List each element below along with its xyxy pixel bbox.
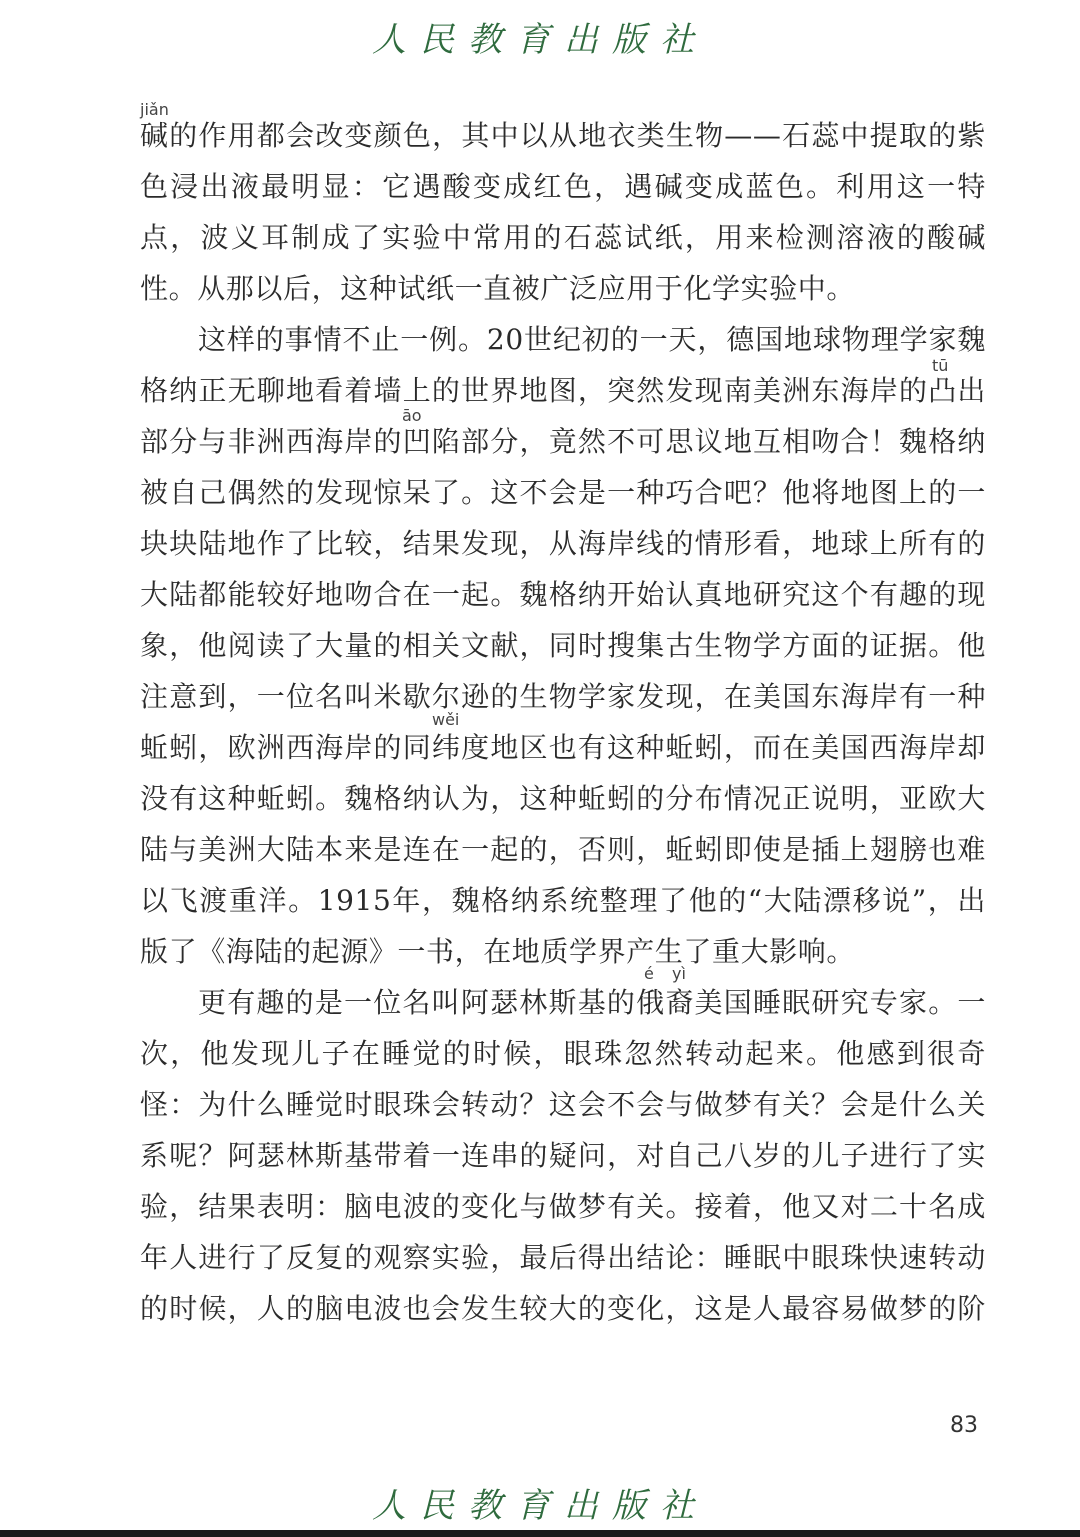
text-line: 以飞渡重洋。1915年，魏格纳系统整理了他的“大陆漂移说”，出 — [140, 884, 986, 917]
text-line: 点，波义耳制成了实验中常用的石蕊试纸，用来检测溶液的酸碱 — [140, 221, 986, 254]
text-line: 蚯蚓，欧洲西海岸的同纬度地区也有这种蚯蚓，而在美国西海岸却 — [140, 731, 986, 764]
text-line: 年人进行了反复的观察实验，最后得出结论：睡眠中眼珠快速转动 — [140, 1241, 986, 1274]
text-line: 格纳正无聊地看着墙上的世界地图，突然发现南美洲东海岸的凸出 — [140, 374, 986, 407]
text-line: 更有趣的是一位名叫阿瑟林斯基的俄裔美国睡眠研究专家。一 — [198, 986, 986, 1019]
text-line: 版了《海陆的起源》一书，在地质学界产生了重大影响。 — [140, 935, 856, 968]
page-number: 83 — [950, 1413, 978, 1438]
publisher-logo-header: 人民教育出版社 — [372, 20, 708, 60]
pinyin-annotation: é — [644, 964, 654, 983]
text-line: 大陆都能较好地吻合在一起。魏格纳开始认真地研究这个有趣的现 — [140, 578, 986, 611]
text-line: 色浸出液最明显：它遇酸变成红色，遇碱变成蓝色。利用这一特 — [140, 170, 986, 203]
pinyin-annotation: jiǎn — [140, 100, 169, 119]
text-line: 块块陆地作了比较，结果发现，从海岸线的情形看，地球上所有的 — [140, 527, 986, 560]
publisher-logo-footer: 人民教育出版社 — [372, 1486, 708, 1526]
text-line: 被自己偶然的发现惊呆了。这不会是一种巧合吧？他将地图上的一 — [140, 476, 986, 509]
text-line: 没有这种蚯蚓。魏格纳认为，这种蚯蚓的分布情况正说明，亚欧大 — [140, 782, 986, 815]
bottom-border — [0, 1530, 1080, 1537]
text-line: 碱的作用都会改变颜色，其中以从地衣类生物——石蕊中提取的紫 — [140, 119, 986, 152]
pinyin-annotation: tū — [932, 356, 949, 375]
text-line: 的时候，人的脑电波也会发生较大的变化，这是人最容易做梦的阶 — [140, 1292, 986, 1325]
text-line: 次，他发现儿子在睡觉的时候，眼珠忽然转动起来。他感到很奇 — [140, 1037, 986, 1070]
text-line: 验，结果表明：脑电波的变化与做梦有关。接着，他又对二十名成 — [140, 1190, 986, 1223]
text-line: 象，他阅读了大量的相关文献，同时搜集古生物学方面的证据。他 — [140, 629, 986, 662]
text-line: 这样的事情不止一例。20世纪初的一天，德国地球物理学家魏 — [198, 323, 986, 356]
text-line: 系呢？阿瑟林斯基带着一连串的疑问，对自己八岁的儿子进行了实 — [140, 1139, 986, 1172]
text-line: 性。从那以后，这种试纸一直被广泛应用于化学实验中。 — [140, 272, 856, 305]
text-line: 注意到，一位名叫米歇尔逊的生物学家发现，在美国东海岸有一种 — [140, 680, 986, 713]
pinyin-annotation: yì — [672, 964, 686, 983]
text-line: 怪：为什么睡觉时眼珠会转动？这会不会与做梦有关？会是什么关 — [140, 1088, 986, 1121]
text-line: 陆与美洲大陆本来是连在一起的，否则，蚯蚓即使是插上翅膀也难 — [140, 833, 986, 866]
text-line: 部分与非洲西海岸的凹陷部分，竟然不可思议地互相吻合！魏格纳 — [140, 425, 986, 458]
pinyin-annotation: āo — [402, 406, 422, 425]
pinyin-annotation: wěi — [432, 710, 460, 729]
